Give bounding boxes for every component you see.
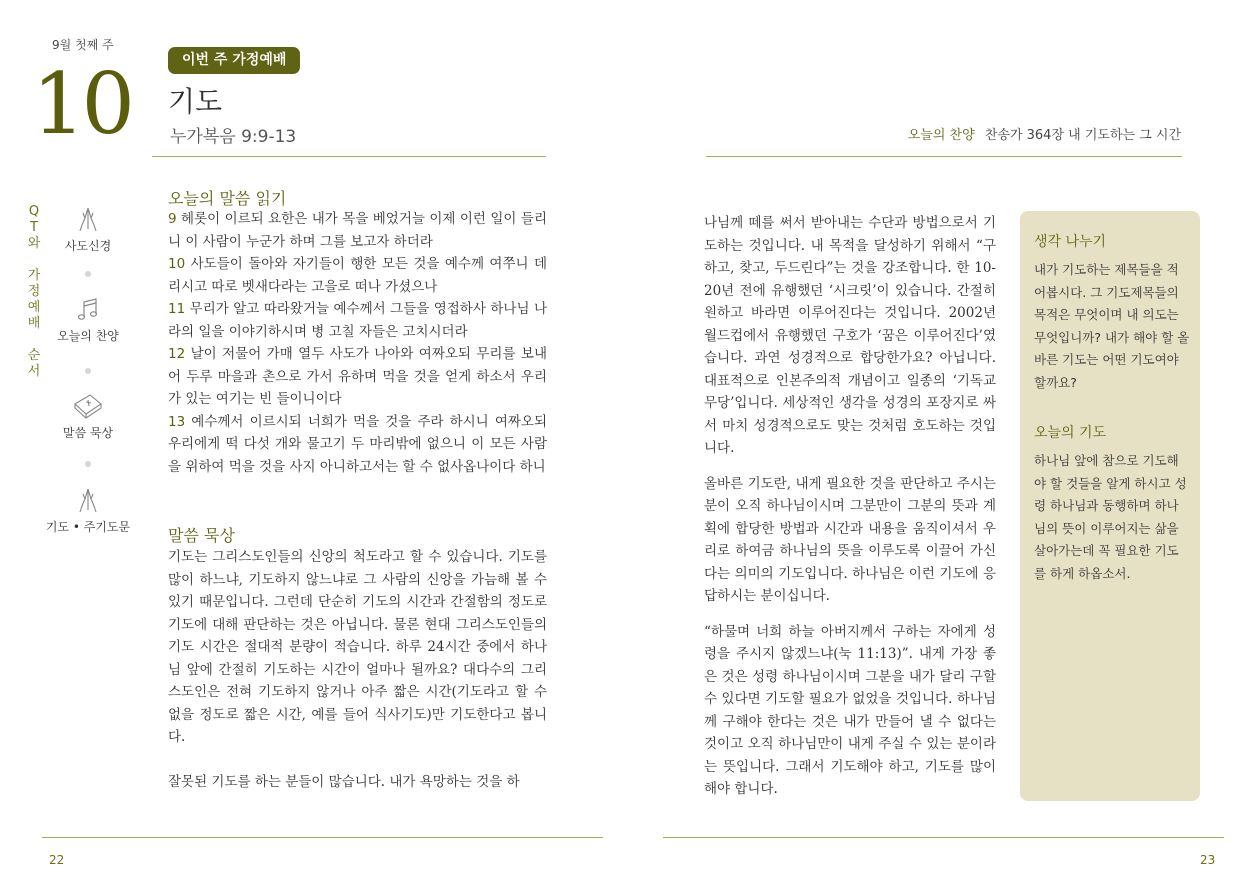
verse (168, 253, 547, 298)
praying-hands-icon (74, 486, 102, 514)
meditation-paragraph: 기도는 그리스도인들의 신앙의 척도라고 할 수 있습니다. 기도를 많이 하느냐, 기도하지 않느냐로 그 사람의 신앙을 가늠해 볼 수 있기 때문입니다. 그런데 단순히 기도의 시간과 간절함의 정도로 기도에 대해 판단하는 것은 아닙니다. 물론 현대 그리스도인들의 기도 시간은 절대적 분량이 적습니다. 하루 24시간 중에서 하나님 앞에 간절히 기도하는 시간이 얼마나 될까요? 대다수의 그리스도인은 전혀 기도하지 않거나 아주 짧은 시간(기도라고 할 수 없을 정도로 짧은 시간, 예를 들어 식사기도)만 기도한다고 봅니다. (168, 549, 547, 745)
verse (168, 411, 547, 479)
verse-number: 9 (168, 211, 177, 227)
share-heading: 생각 나누기 (1034, 234, 1107, 250)
music-note-icon (74, 297, 102, 323)
page-number-right: 23 (1200, 853, 1216, 867)
side-title-char: T (30, 220, 38, 235)
step-hymn (33, 297, 143, 344)
divider (706, 156, 1182, 157)
hymn-label: 오늘의 찬양 (907, 128, 975, 143)
verse-text: 날이 저물어 가매 열두 사도가 나아와 여짜오되 무리를 보내어 두루 마을과 촌으로 가서 유하며 먹을 것을 얻게 하소서 우리가 있는 여기는 빈 들이니이다 (168, 346, 547, 407)
bible-icon (72, 392, 104, 420)
week-label: 9월 첫째 주 (52, 38, 114, 52)
verse-number: 12 (168, 346, 186, 362)
verse (168, 343, 547, 411)
meditation-heading: 말씀 묵상 (168, 526, 235, 545)
prayer-text: 하나님 앞에 참으로 기도해야 할 것들을 알게 하시고 성령 하나님과 동행하며 하나님의 뜻이 이루어지는 삶을 살아가는데 꼭 필요한 기도를 하게 하옵소서. (1034, 453, 1187, 581)
prayer-heading: 오늘의 기도 (1034, 425, 1107, 441)
praying-hands-icon (74, 205, 102, 233)
side-title-char: 서 (27, 364, 41, 379)
meditation-continued (704, 212, 996, 814)
page-title: 기도 (168, 85, 223, 118)
hymn-title: 찬송가 364장 내 기도하는 그 시간 (984, 128, 1181, 143)
body-paragraph: 나님께 떼를 써서 받아내는 수단과 방법으로서 기도하는 것입니다. 내 목적을 달성하기 위해서 “구하고, 찾고, 두드린다”는 것을 강조합니다. 한 10-20년 전에 유행했던 ‘시크릿’이 있습니다. 간절히 원하고 바라면 이루어진다는 것입니다. 2002년 월드컵에서 유행했던 구호가 ‘꿈은 이루어진다’였습니다. 과연 성경적으로 합당한가요? 아닙니다. 대표적으로 인본주의적 개념이고 일종의 ‘기독교 무당’입니다. 세상적인 생각을 성경의 포장지로 싸서 마치 성경적으로도 맞는 것처럼 호도하는 것입니다. (704, 215, 996, 456)
scripture-passage (168, 208, 547, 478)
hymn-line (908, 124, 1181, 143)
meditation-paragraph: 잘못된 기도를 하는 분들이 많습니다. 내가 욕망하는 것을 하 (168, 774, 520, 790)
side-title-char: 예 (27, 300, 41, 315)
step-label: 사도신경 (64, 239, 112, 253)
divider (152, 156, 546, 157)
verse-text: 무리가 알고 따라왔거늘 예수께서 그들을 영접하사 하나님 나라의 일을 이야기하시며 병 고칠 자들은 고치시더라 (168, 301, 547, 340)
side-title-char: Q (28, 204, 40, 219)
page-number-left: 22 (49, 853, 65, 867)
day-number: 10 (32, 55, 131, 153)
verse (168, 208, 547, 253)
verse-text: 예수께서 이르시되 너희가 먹을 것을 주라 하시니 여짜오되 우리에게 떡 다섯 개와 물고기 두 마리밖에 없으니 이 모든 사람을 위하여 먹을 것을 사지 아니하고서는 할 수 없사옵나이다 하니 (168, 413, 547, 475)
verse-number: 13 (168, 413, 186, 430)
body-paragraph: 올바른 기도란, 내게 필요한 것을 판단하고 주시는 분이 오직 하나님이시며 그분만이 그분의 뜻과 계획에 합당한 방법과 시간과 내용을 움직이셔서 우리로 하여금 하나님의 뜻을 이루도록 이끌어 가신다는 의미의 기도입니다. 하나님은 이런 기도에 응답하시는 분이십니다. (704, 475, 996, 604)
share-text: 내가 기도하는 제목들을 적어봅시다. 그 기도제목들의 목적은 무엇이며 내 의도는 무엇입니까? 내가 해야 할 올바른 기도는 어떤 기도여야 할까요? (1034, 262, 1190, 390)
side-title-char: 와 (27, 236, 41, 251)
section-badge: 이번 주 가정예배 (168, 47, 300, 74)
step-prayer (33, 486, 143, 535)
side-title-char: 가 (27, 268, 41, 283)
step-label: 오늘의 찬양 (57, 329, 119, 343)
scripture-reference: 누가복음 9:9-13 (170, 127, 297, 147)
step-apostles-creed (33, 205, 143, 254)
step-meditation (33, 392, 143, 441)
reading-heading: 오늘의 말씀 읽기 (168, 189, 287, 208)
footer-divider (663, 837, 1224, 838)
reflection-box (1020, 211, 1200, 801)
step-separator (85, 368, 91, 374)
side-title-char: 정 (27, 284, 41, 299)
verse-number: 11 (168, 301, 186, 317)
footer-divider (42, 837, 603, 838)
verse-number: 10 (168, 256, 186, 272)
verse-text: 사도들이 돌아와 자기들이 행한 모든 것을 예수께 여쭈니 데리시고 따로 벳새다라는 고을로 떠나 가셨으나 (168, 256, 547, 295)
step-separator (85, 461, 91, 467)
verse (168, 298, 547, 343)
step-label: 말씀 묵상 (62, 426, 114, 440)
step-label: 기도 • 주기도문 (45, 520, 131, 534)
step-separator (85, 271, 91, 277)
body-paragraph: “하물며 너희 하늘 아버지께서 구하는 자에게 성령을 주시지 않겠느냐(눅 11:13)”. 내게 가장 좋은 것은 성령 하나님이시며 그분을 내가 달리 구할 수 있다면 기도할 필요가 없었을 것입니다. 하나님께 구해야 한다는 것은 내가 만들어 낼 수 없다는 것이고 오직 하나님만이 내게 주실 수 있는 분이라는 뜻입니다. 그래서 기도해야 하고, 기도를 많이해야 합니다. (704, 623, 996, 797)
side-title-char: 배 (27, 316, 41, 331)
verse-text: 헤롯이 이르되 요한은 내가 목을 베었거늘 이제 이런 일이 들리니 이 사람이 누군가 하며 그를 보고자 하더라 (168, 211, 547, 250)
side-title-char: 순 (27, 348, 41, 363)
